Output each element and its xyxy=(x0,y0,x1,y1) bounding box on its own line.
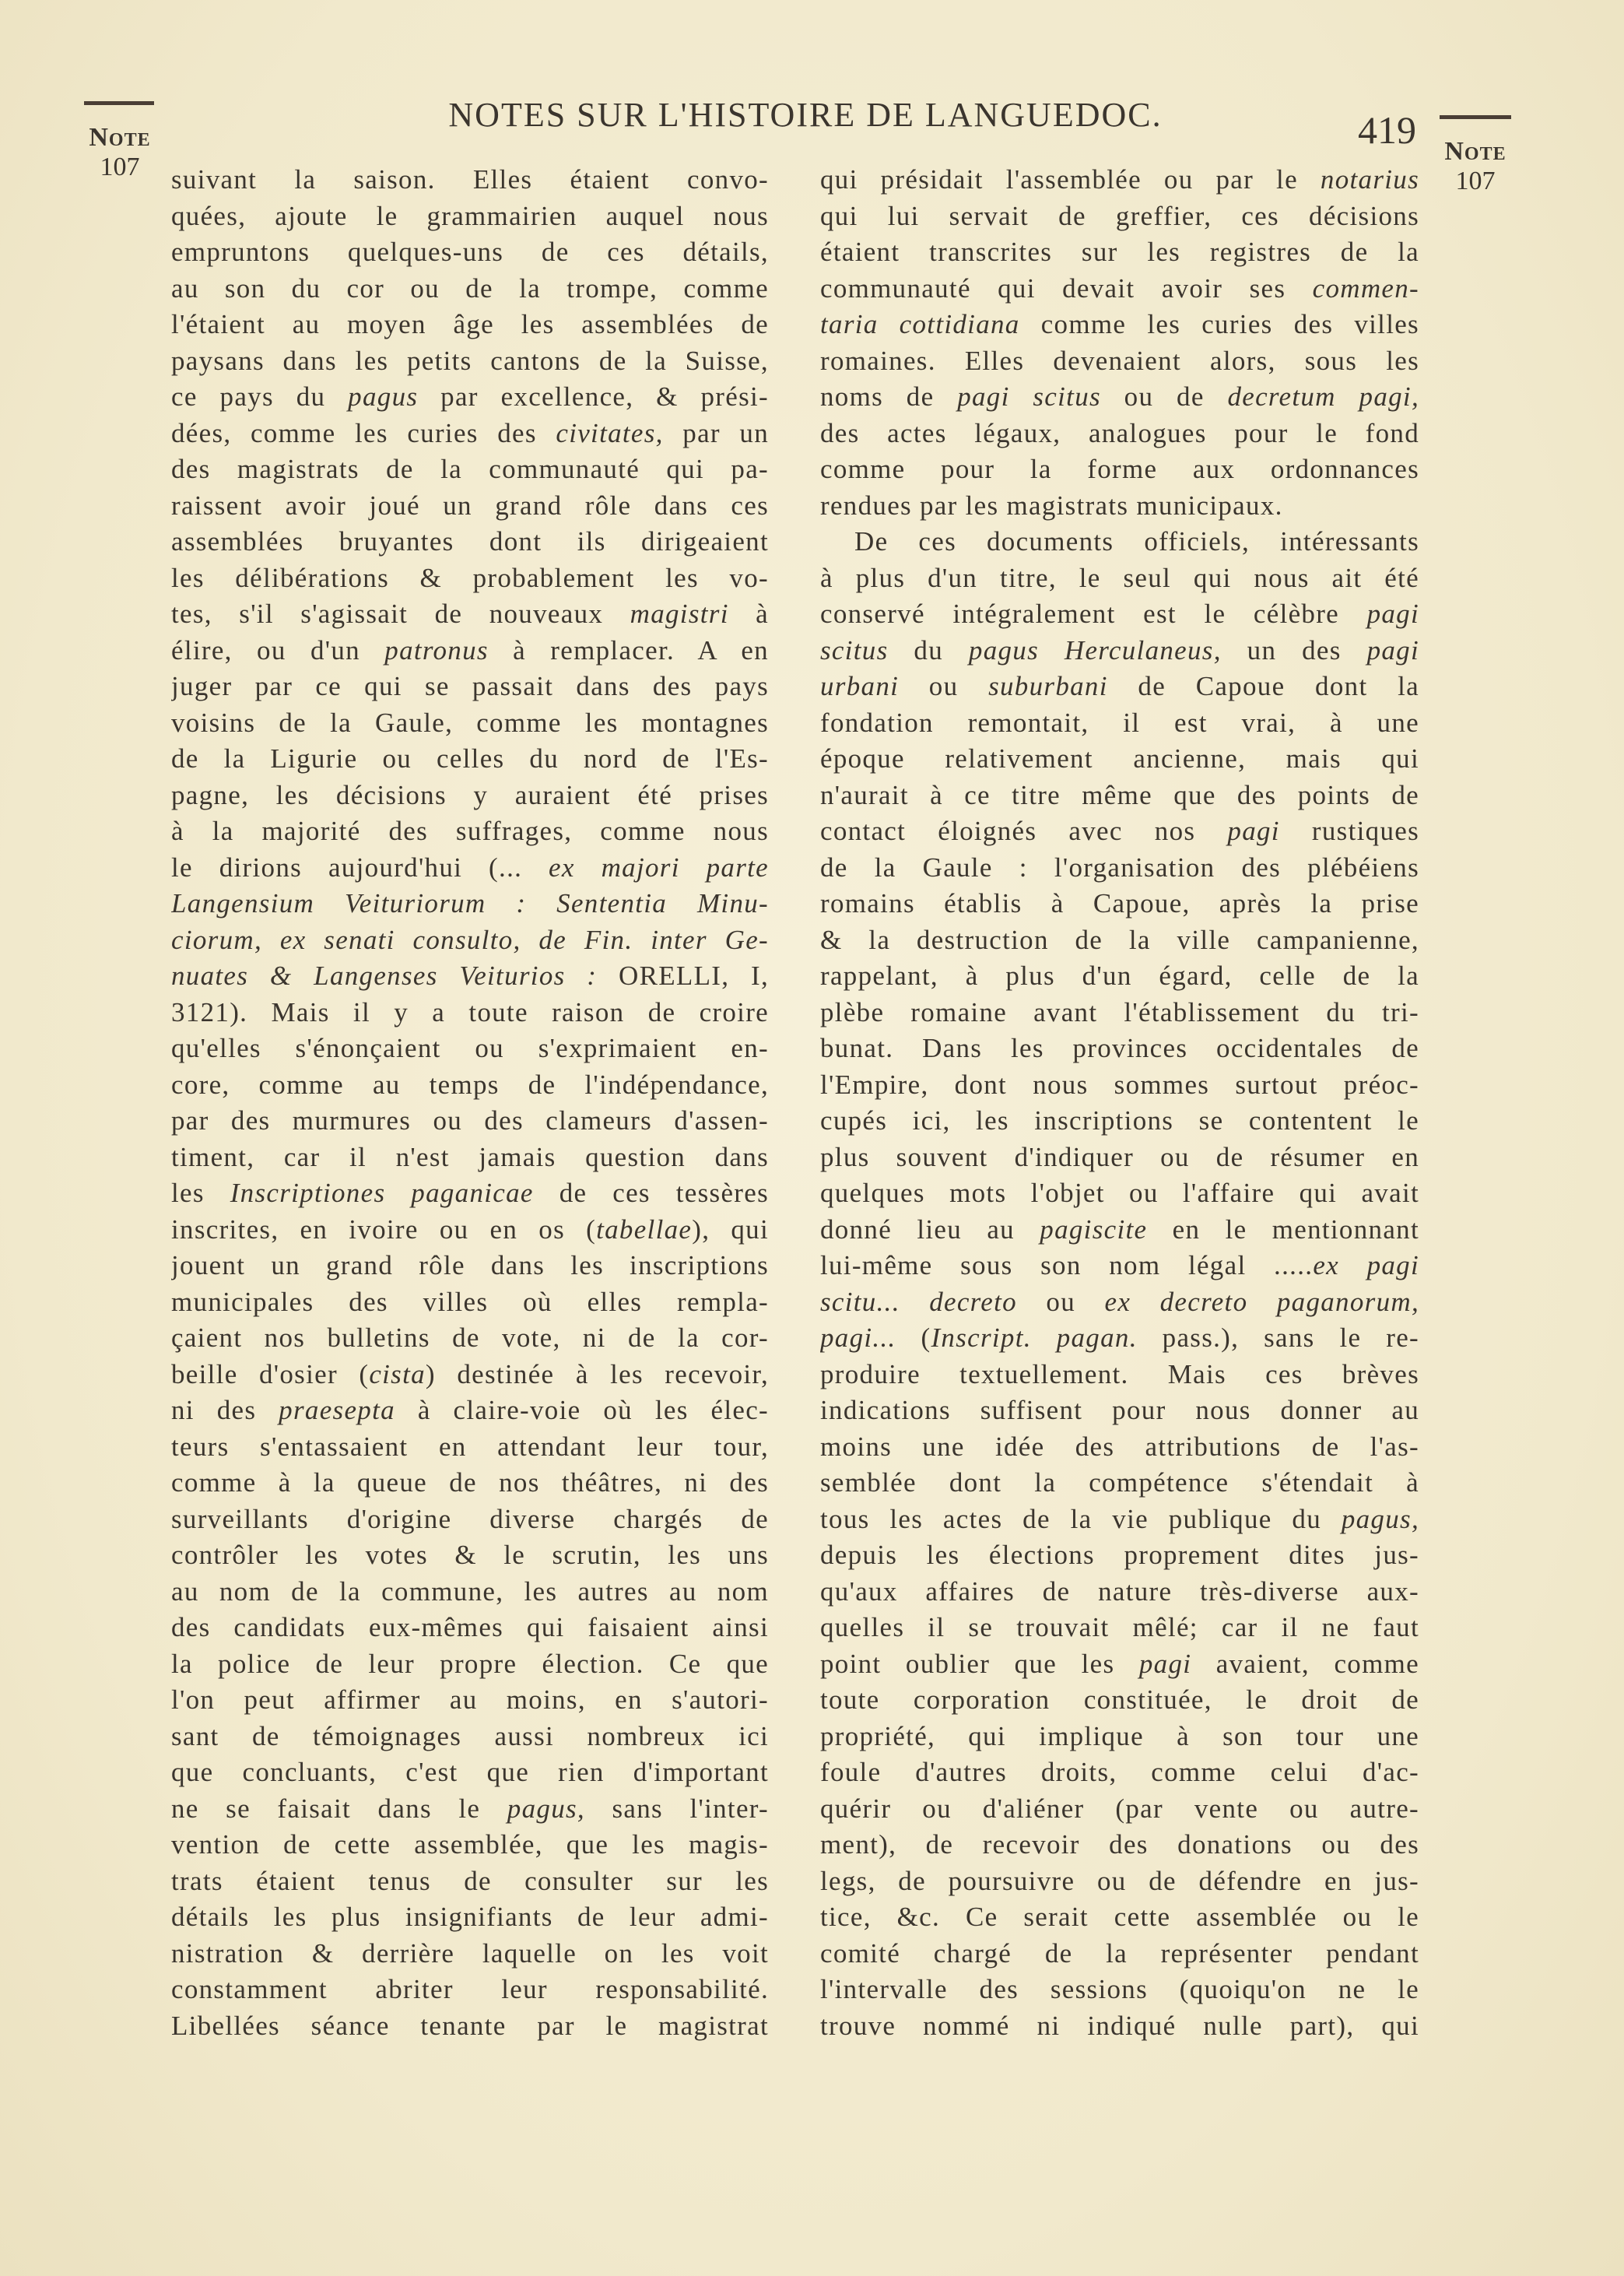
italic-text: pagi xyxy=(1366,599,1419,629)
text-line xyxy=(820,451,1419,488)
text-segment: timent, car il n'est jamais question dans xyxy=(171,1141,769,1172)
italic-text: pagiscite xyxy=(1040,1214,1148,1245)
text-segment: ni des xyxy=(171,1395,279,1425)
text-segment: & la destruction de la ville campanienne, xyxy=(820,924,1419,955)
text-line xyxy=(820,1899,1419,1936)
text-line xyxy=(820,1646,1419,1683)
text-segment: lui-même sous son nom légal ..... xyxy=(820,1250,1314,1280)
text-line xyxy=(171,669,769,705)
text-line xyxy=(171,2008,769,2045)
text-line xyxy=(820,1393,1419,1429)
left-margin-note xyxy=(82,123,157,182)
text-segment: donné lieu au xyxy=(820,1214,1040,1245)
italic-text: taria cottidiana xyxy=(820,309,1020,339)
text-segment: ( xyxy=(896,1322,931,1353)
text-segment: ou xyxy=(899,671,989,701)
italic-text: Langensium Veituriorum : Sententia Minu- xyxy=(171,888,769,918)
italic-text: decretum pagi, xyxy=(1227,381,1419,412)
text-line xyxy=(820,1429,1419,1466)
text-segment: contrôler les votes & le scrutin, les uns xyxy=(171,1540,769,1570)
text-line xyxy=(171,886,769,922)
text-segment: de ces tessères xyxy=(533,1178,769,1208)
text-line xyxy=(820,1682,1419,1719)
italic-text: nuates & Langenses Veiturios : xyxy=(171,961,598,991)
text-line xyxy=(820,1067,1419,1104)
text-segment: assemblées bruyantes dont ils dirigeaient xyxy=(171,526,769,557)
italic-text: suburbani xyxy=(988,671,1108,701)
text-segment: l'étaient au moyen âge les assemblées de xyxy=(171,309,769,339)
text-segment: tous les actes de la vie publique du xyxy=(820,1503,1342,1534)
text-line xyxy=(171,234,769,271)
text-segment: ne se faisait dans le xyxy=(171,1793,507,1824)
text-segment: produire textuellement. Mais ces brèves xyxy=(820,1358,1419,1389)
italic-text: tabellae xyxy=(596,1214,693,1245)
text-line xyxy=(171,1140,769,1176)
text-line xyxy=(171,271,769,307)
text-line xyxy=(171,416,769,452)
text-line xyxy=(820,778,1419,814)
text-segment: qu'aux affaires de nature très-diverse aux- xyxy=(820,1575,1419,1607)
text-segment: çaient nos bulletins de vote, ni de la cor- xyxy=(171,1322,769,1353)
text-segment: rendues par les magistrats municipaux. xyxy=(820,490,1283,521)
text-line xyxy=(171,813,769,850)
text-segment: fondation remontait, il est vrai, à une xyxy=(820,707,1419,738)
text-line xyxy=(820,560,1419,597)
text-segment: semblée dont la compétence s'étendait à xyxy=(820,1467,1419,1498)
text-segment: surveillants d'origine diverse chargés de xyxy=(171,1503,769,1534)
text-line xyxy=(171,379,769,416)
text-line xyxy=(820,524,1419,560)
text-segment: par des murmures ou des clameurs d'assen- xyxy=(171,1105,769,1136)
text-segment: quérir ou d'aliéner (par vente ou autre- xyxy=(820,1793,1419,1824)
text-line xyxy=(171,1754,769,1791)
text-segment: quelles il se trouvait mêlé; car il ne faut xyxy=(820,1612,1419,1642)
text-segment: ), qui xyxy=(692,1214,769,1245)
text-line xyxy=(820,850,1419,887)
text-segment: conservé intégralement est le célèbre xyxy=(820,599,1367,629)
text-line xyxy=(171,1067,769,1104)
text-line xyxy=(171,1393,769,1429)
text-line xyxy=(820,343,1419,380)
text-line xyxy=(171,778,769,814)
text-line xyxy=(171,1103,769,1140)
text-segment: ment), de recevoir des donations ou des xyxy=(820,1829,1419,1860)
text-segment: plus souvent d'indiquer ou de résumer en xyxy=(820,1141,1419,1172)
text-line xyxy=(171,1502,769,1538)
text-segment: au son du cor ou de la trompe, comme xyxy=(171,272,769,304)
text-line xyxy=(820,1719,1419,1755)
text-segment: empruntons quelques-uns de ces détails, xyxy=(171,237,769,267)
text-segment: par excellence, & prési- xyxy=(418,381,769,412)
italic-text: scitu... decreto xyxy=(820,1286,1017,1317)
text-segment: le dirions aujourd'hui (... xyxy=(171,852,549,883)
text-line xyxy=(820,1175,1419,1212)
margin-note-number: 107 xyxy=(1455,167,1496,195)
text-segment: dées, comme les curies des xyxy=(171,417,556,448)
text-segment: rappelant, à plus d'un égard, celle de la xyxy=(820,961,1419,991)
text-line xyxy=(171,1610,769,1646)
text-segment: détails les plus insignifiants de leur admi- xyxy=(171,1902,769,1932)
margin-note-label: Note xyxy=(89,123,151,152)
running-header: NOTES SUR L'HISTOIRE DE LANGUEDOC. xyxy=(448,96,1163,134)
text-line xyxy=(820,1827,1419,1863)
italic-text: pagus, xyxy=(1341,1503,1419,1534)
text-segment: teurs s'entassaient en attendant leur tour, xyxy=(171,1431,769,1462)
text-segment: les xyxy=(171,1178,230,1208)
text-line xyxy=(171,1537,769,1574)
text-line xyxy=(171,1827,769,1863)
italic-text: ex decreto paganorum, xyxy=(1104,1286,1419,1317)
text-segment: à remplacer. A en xyxy=(488,634,769,666)
text-line xyxy=(171,343,769,380)
text-segment: nistration & derrière laquelle on les voit xyxy=(171,1937,769,1969)
text-segment: core, comme au temps de l'indépendance, xyxy=(171,1069,769,1100)
margin-note-number: 107 xyxy=(100,153,140,181)
text-segment: De ces documents officiels, intéressants xyxy=(854,526,1419,557)
italic-text: pagi... xyxy=(820,1322,896,1353)
left-text-column xyxy=(171,162,769,2044)
text-line xyxy=(820,1212,1419,1249)
text-line xyxy=(820,1610,1419,1646)
text-line xyxy=(820,1537,1419,1574)
text-segment: comme les curies des villes xyxy=(1019,309,1419,339)
text-segment: l'intervalle des sessions (quoiqu'on ne le xyxy=(820,1974,1419,2004)
text-segment: sant de témoignages aussi nombreux ici xyxy=(171,1720,769,1751)
text-segment: l'Empire, dont nous sommes surtout préoc- xyxy=(820,1069,1419,1100)
margin-note-label: Note xyxy=(1444,137,1506,166)
text-segment: comme pour la forme aux ordonnances xyxy=(820,454,1419,484)
text-segment: tes, s'il s'agissait de nouveaux xyxy=(171,599,630,629)
text-segment: comme à la queue de nos théâtres, ni des xyxy=(171,1467,769,1498)
text-segment: tice, &c. Ce serait cette assemblée ou le xyxy=(820,1902,1419,1932)
text-segment: au nom de la commune, les autres au nom xyxy=(171,1575,769,1607)
text-segment: foule d'autres droits, comme celui d'ac- xyxy=(820,1757,1419,1787)
text-segment: 3121). Mais il y a toute raison de croire xyxy=(171,996,769,1027)
text-line xyxy=(820,271,1419,307)
text-segment: avaient, comme xyxy=(1191,1648,1419,1679)
text-segment: qui présidait l'assemblée ou par le xyxy=(820,164,1321,195)
text-segment: beille d'osier ( xyxy=(171,1358,370,1389)
text-segment: sans l'inter- xyxy=(584,1793,769,1824)
text-segment: à plus d'un titre, le seul qui nous ait été xyxy=(820,562,1419,593)
text-segment: étaient transcrites sur les registres de la xyxy=(820,237,1419,267)
text-line xyxy=(171,1682,769,1719)
text-line xyxy=(820,1574,1419,1610)
text-segment: romaines. Elles devenaient alors, sous les xyxy=(820,345,1419,376)
italic-text: scitus xyxy=(820,634,889,666)
text-line xyxy=(820,1863,1419,1900)
text-segment: juger par ce qui se passait dans des pays xyxy=(171,671,769,701)
text-segment: constamment abriter leur responsabilité. xyxy=(171,1974,769,2004)
text-line xyxy=(820,307,1419,343)
text-line xyxy=(171,1972,769,2008)
text-segment: par un xyxy=(663,417,769,448)
text-line xyxy=(820,1972,1419,2008)
italic-text: cista xyxy=(369,1358,426,1389)
text-segment: paysans dans les petits cantons de la Suisse, xyxy=(171,345,769,376)
italic-text: civitates, xyxy=(556,417,664,448)
italic-text: urbani xyxy=(820,671,900,701)
text-line xyxy=(820,995,1419,1031)
text-line xyxy=(171,1646,769,1683)
text-segment: moins une idée des attributions de l'as- xyxy=(820,1431,1419,1462)
text-segment: pagne, les décisions y auraient été prises xyxy=(171,779,769,810)
text-segment: en le mentionnant xyxy=(1147,1214,1419,1245)
text-segment: ) destinée à les recevoir, xyxy=(425,1358,769,1389)
text-line xyxy=(820,633,1419,669)
text-segment: communauté qui devait avoir ses xyxy=(820,272,1313,304)
text-segment: cupés ici, les inscriptions se contentent le xyxy=(820,1105,1419,1136)
text-line xyxy=(820,162,1419,198)
text-segment: plèbe romaine avant l'établissement du tri- xyxy=(820,996,1419,1027)
text-segment: de Capoue dont la xyxy=(1107,671,1419,701)
text-segment: trats étaient tenus de consulter sur les xyxy=(171,1865,769,1896)
text-segment: legs, de poursuivre ou de défendre en jus- xyxy=(820,1865,1419,1896)
text-segment: ou de xyxy=(1100,381,1228,412)
text-line xyxy=(820,596,1419,633)
text-segment: comité chargé de la représenter pendant xyxy=(820,1937,1419,1969)
text-line xyxy=(171,560,769,597)
text-line xyxy=(171,198,769,235)
text-line xyxy=(820,669,1419,705)
italic-text: ex pagi xyxy=(1313,1250,1419,1280)
italic-text: ciorum, ex senati consulto, de Fin. inter Ge- xyxy=(171,924,769,955)
text-segment: depuis les élections proprement dites jus- xyxy=(820,1540,1419,1570)
text-segment: des actes légaux, analogues pour le fond xyxy=(820,417,1419,448)
text-line xyxy=(171,1031,769,1067)
text-segment: contact éloignés avec nos xyxy=(820,816,1228,846)
text-segment: l'on peut affirmer au moins, en s'autori- xyxy=(171,1684,769,1715)
text-segment: ou xyxy=(1016,1286,1105,1317)
text-segment: jouent un grand rôle dans les inscriptions xyxy=(171,1250,769,1280)
text-line xyxy=(820,1465,1419,1502)
text-segment: quées, ajoute le grammairien auquel nous xyxy=(171,200,769,231)
text-segment: propriété, qui implique à son tour une xyxy=(820,1720,1419,1751)
italic-text: Inscriptiones paganicae xyxy=(230,1178,534,1208)
text-line xyxy=(820,379,1419,416)
text-line xyxy=(171,1429,769,1466)
italic-text: pagi scitus xyxy=(957,381,1101,412)
page-number: 419 xyxy=(1358,108,1416,152)
text-segment: raissent avoir joué un grand rôle dans ces xyxy=(171,490,769,521)
text-segment: ORELLI, I, xyxy=(597,961,769,991)
italic-text: commen- xyxy=(1312,272,1419,304)
text-line xyxy=(820,1357,1419,1393)
text-segment: romains établis à Capoue, après la prise xyxy=(820,888,1419,918)
text-segment: rustiques xyxy=(1279,816,1419,846)
text-segment: la police de leur propre élection. Ce que xyxy=(171,1648,769,1679)
text-segment: municipales des villes où elles rempla- xyxy=(171,1286,769,1317)
text-line xyxy=(820,1791,1419,1828)
text-segment: à claire-voie où les élec- xyxy=(395,1395,769,1425)
text-line xyxy=(820,1502,1419,1538)
text-line xyxy=(171,1465,769,1502)
text-segment: n'aurait à ce titre même que des points de xyxy=(820,779,1419,810)
text-line xyxy=(820,488,1419,525)
italic-text: pagi xyxy=(1138,1648,1192,1679)
text-line xyxy=(171,1284,769,1321)
text-line xyxy=(171,995,769,1031)
text-segment: qui lui servait de greffier, ces décisions xyxy=(820,200,1419,231)
text-line xyxy=(171,1357,769,1393)
text-line xyxy=(820,922,1419,959)
text-line xyxy=(820,1248,1419,1284)
text-segment: trouve nommé ni indiqué nulle part), qui xyxy=(820,2010,1419,2041)
text-line xyxy=(171,705,769,742)
text-line xyxy=(171,1248,769,1284)
text-segment: point oublier que les xyxy=(820,1648,1139,1679)
text-segment: à xyxy=(728,599,769,629)
text-line xyxy=(171,1791,769,1828)
italic-text: pagus xyxy=(348,381,419,412)
text-line xyxy=(171,922,769,959)
text-segment: époque relativement ancienne, mais qui xyxy=(820,743,1419,774)
text-segment: voisins de la Gaule, comme les montagnes xyxy=(171,707,769,738)
text-segment: Libellées séance tenante par le magistrat xyxy=(171,2010,769,2041)
text-segment: noms de xyxy=(820,381,958,412)
text-segment: de la Gaule : l'organisation des plébéiens xyxy=(820,852,1419,883)
text-line xyxy=(171,1320,769,1357)
right-text-column xyxy=(820,162,1419,2044)
text-segment: vention de cette assemblée, que les magis- xyxy=(171,1829,769,1860)
text-line xyxy=(820,234,1419,271)
text-line xyxy=(171,958,769,995)
text-segment: les délibérations & probablement les vo- xyxy=(171,562,769,593)
text-segment: à la majorité des suffrages, comme nous xyxy=(171,816,769,846)
text-line xyxy=(820,1031,1419,1067)
text-line xyxy=(820,1754,1419,1791)
text-line xyxy=(171,850,769,887)
text-segment: ce pays du xyxy=(171,381,349,412)
italic-text: pagus Herculaneus, xyxy=(968,634,1222,666)
text-segment: des candidats eux-mêmes qui faisaient ainsi xyxy=(171,1612,769,1642)
text-line xyxy=(820,958,1419,995)
text-line xyxy=(820,705,1419,742)
text-line xyxy=(820,1284,1419,1321)
text-segment: quelques mots l'objet ou l'affaire qui avait xyxy=(820,1178,1419,1208)
text-line xyxy=(820,1320,1419,1357)
text-segment: inscrites, en ivoire ou en os ( xyxy=(171,1214,597,1245)
italic-text: pagus, xyxy=(507,1793,585,1824)
text-line xyxy=(820,416,1419,452)
text-line xyxy=(171,451,769,488)
text-line xyxy=(171,162,769,198)
text-segment: de la Ligurie ou celles du nord de l'Es- xyxy=(171,743,769,774)
text-segment: élire, ou d'un xyxy=(171,634,385,666)
right-margin-rule xyxy=(1440,115,1511,119)
text-segment: du xyxy=(888,634,969,666)
text-segment: bunat. Dans les provinces occidentales de xyxy=(820,1033,1419,1063)
text-segment: suivant la saison. Elles étaient convo- xyxy=(171,164,769,195)
text-line xyxy=(820,2008,1419,2045)
italic-text: pagi xyxy=(1227,816,1280,846)
text-segment: indications suffisent pour nous donner au xyxy=(820,1395,1419,1425)
text-line xyxy=(171,524,769,560)
italic-text: ex majori parte xyxy=(549,852,769,883)
text-line xyxy=(171,1574,769,1610)
text-segment: pass.), sans le re- xyxy=(1137,1322,1419,1353)
text-segment: un des xyxy=(1221,634,1367,666)
text-line xyxy=(171,307,769,343)
right-margin-note xyxy=(1438,137,1513,196)
italic-text: Inscript. pagan. xyxy=(931,1322,1138,1353)
text-line xyxy=(820,1140,1419,1176)
text-line xyxy=(820,198,1419,235)
text-segment: qu'elles s'énonçaient ou s'exprimaient en- xyxy=(171,1033,769,1063)
italic-text: praesepta xyxy=(279,1395,395,1425)
text-segment: des magistrats de la communauté qui pa- xyxy=(171,454,769,484)
text-line xyxy=(820,1103,1419,1140)
text-line xyxy=(171,633,769,669)
text-line xyxy=(171,741,769,778)
italic-text: magistri xyxy=(630,599,729,629)
italic-text: patronus xyxy=(384,634,489,666)
text-line xyxy=(820,813,1419,850)
text-line xyxy=(171,596,769,633)
text-line xyxy=(171,1719,769,1755)
text-line xyxy=(171,1212,769,1249)
text-line xyxy=(820,741,1419,778)
text-segment: que concluants, c'est que rien d'important xyxy=(171,1757,769,1787)
text-line xyxy=(820,886,1419,922)
text-line xyxy=(171,1936,769,1972)
text-line xyxy=(171,1175,769,1212)
text-line xyxy=(820,1936,1419,1972)
italic-text: notarius xyxy=(1320,164,1419,195)
text-line xyxy=(171,1899,769,1936)
left-margin-rule xyxy=(84,101,154,105)
italic-text: pagi xyxy=(1366,634,1419,666)
text-line xyxy=(171,488,769,525)
text-line xyxy=(171,1863,769,1900)
text-segment: toute corporation constituée, le droit de xyxy=(820,1684,1419,1715)
